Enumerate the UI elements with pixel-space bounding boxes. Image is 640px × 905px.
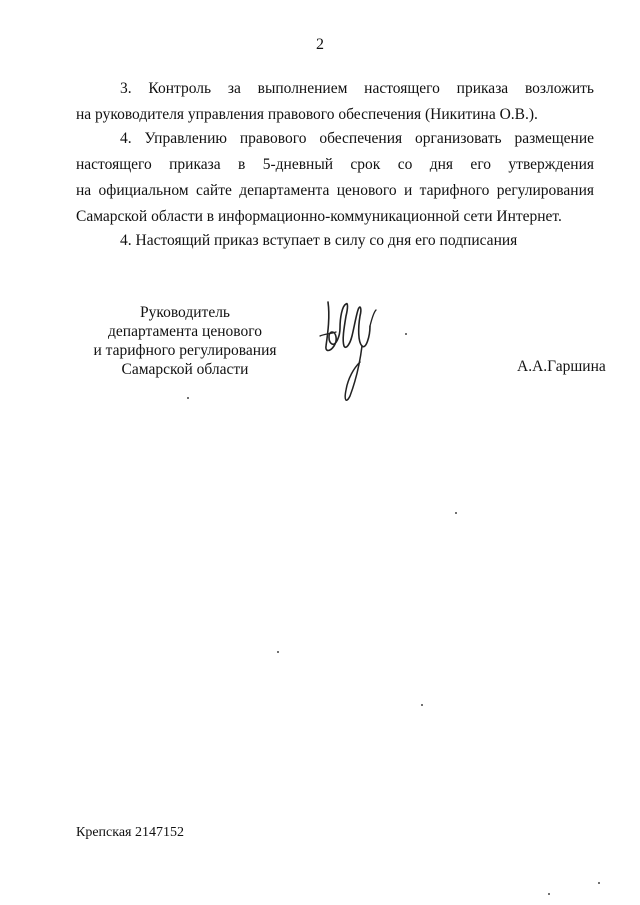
- page-number: 2: [316, 36, 324, 53]
- scan-speck: [421, 704, 423, 706]
- position-line: Руководитель: [139, 304, 231, 321]
- position-line: и тарифного регулирования: [93, 342, 277, 359]
- paragraph-control: [76, 76, 594, 128]
- paragraph-line: на руководителя управления правового обеспечения (Никитина О.В.).: [76, 106, 538, 123]
- paragraph-entry-into-force: [76, 228, 594, 254]
- paragraph-line: 3. Контроль за выполнением настоящего приказа возложить: [120, 80, 594, 97]
- scan-speck: [548, 893, 550, 895]
- scan-speck: [598, 882, 600, 884]
- scan-speck: [187, 397, 189, 399]
- paragraph-publication: [76, 126, 594, 230]
- signatory-position: [60, 303, 310, 379]
- paragraph-line: 4. Настоящий приказ вступает в силу со дня его подписания: [120, 232, 518, 249]
- paragraph-line: 4. Управлению правового обеспечения организовать размещение: [120, 130, 594, 147]
- executor-note: Крепская 2147152: [76, 825, 185, 840]
- position-line: Самарской области: [121, 361, 249, 378]
- scan-speck: [455, 512, 457, 514]
- handwritten-signature: [316, 296, 386, 408]
- paragraph-line: настоящего приказа в 5-дневный срок со дня его утверждения: [76, 156, 594, 173]
- scan-speck: [277, 651, 279, 653]
- paragraph-line: на официальном сайте департамента ценового и тарифного регулирования: [76, 182, 594, 199]
- scan-speck: [405, 333, 407, 335]
- paragraph-line: Самарской области в информационно-коммуникационной сети Интернет.: [76, 208, 562, 225]
- position-line: департамента ценового: [108, 323, 262, 340]
- signer-name: А.А.Гаршина: [517, 358, 606, 375]
